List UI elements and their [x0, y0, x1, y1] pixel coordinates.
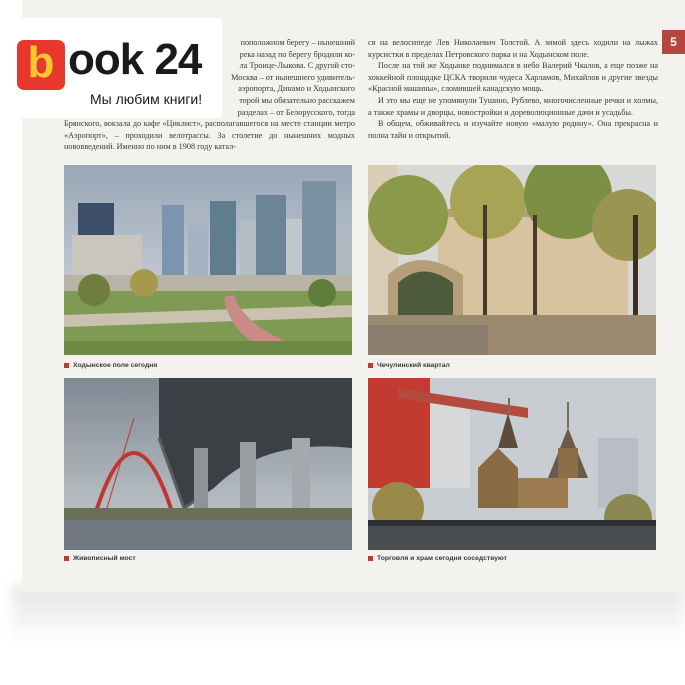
- zhivopisny-bridge-photo: [64, 378, 352, 550]
- text-paragraph: ся на велосипеде Лев Николаевич Толстой. А зимой здесь ходили на лыжах курсистки в пределах Петровского парка и на Ходынском поле.: [368, 38, 658, 59]
- caption-marker: [64, 556, 69, 561]
- text-paragraph: Брянского, вокзала до кафе «Циклист», располагавшегося на месте станции метро «Аэропорт», – проходили велотрассы. За столетие до нынешних модных нововведений. Именно по ним в 1908 году катал-: [64, 119, 355, 152]
- text-line: ла Троице-Лыкова. С другой сто-: [239, 61, 355, 71]
- text-line: разделах – от Белорусского, тогда: [237, 107, 355, 117]
- text-line: Москва – от нынешнего удивитель-: [231, 72, 355, 82]
- logo-tagline: Мы любим книги!: [90, 91, 203, 107]
- photo-caption: Живописный мост: [64, 555, 136, 562]
- right-text-column: [368, 37, 658, 141]
- caption-marker: [368, 556, 373, 561]
- book24-logo[interactable]: [0, 18, 222, 118]
- photo-caption: Чечулинский квартал: [368, 362, 450, 369]
- chechulinsky-quarter-photo: [368, 165, 656, 355]
- page-shadow: [12, 585, 685, 645]
- photo-caption: Ходынское поле сегодня: [64, 362, 157, 369]
- page-number: 5: [662, 30, 685, 54]
- text-paragraph: В общем, обживайтесь и изучайте новую «малую родину». Она прекрасна и полна тайн и открытий.: [368, 119, 658, 140]
- caption-marker: [368, 363, 373, 368]
- caption-marker: [64, 363, 69, 368]
- logo-b-icon: b: [17, 40, 65, 90]
- logo-wordmark: ook 24: [68, 35, 202, 84]
- photo-caption: Торговля и храм сегодня соседствуют: [368, 555, 507, 562]
- text-paragraph: И это мы еще не упомянули Тушино, Рублево, многочисленные речки и холмы, а также храмы и дворцы, новостройки и дореволюционные дачи и усадьбы.: [368, 95, 658, 117]
- church-and-trade-photo: [368, 378, 656, 550]
- text-line: аэропорта, Динамо и Ходынского: [238, 84, 355, 94]
- text-line: торой мы обязательно расскажем: [239, 95, 355, 105]
- text-line: поположном берегу – нынешний: [240, 38, 355, 47]
- text-paragraph: После на той же Ходынке поднимался в небо Валерий Чкалов, а еще позже на хоккейной площадке ЦСКА творили чудеса Харламов, Михайлов и другие звезды «Красной машины», сломившей канадскую мощь.: [368, 61, 658, 94]
- text-line: река назад по берегу бродили ко-: [239, 49, 355, 59]
- khodynka-field-photo: [64, 165, 352, 355]
